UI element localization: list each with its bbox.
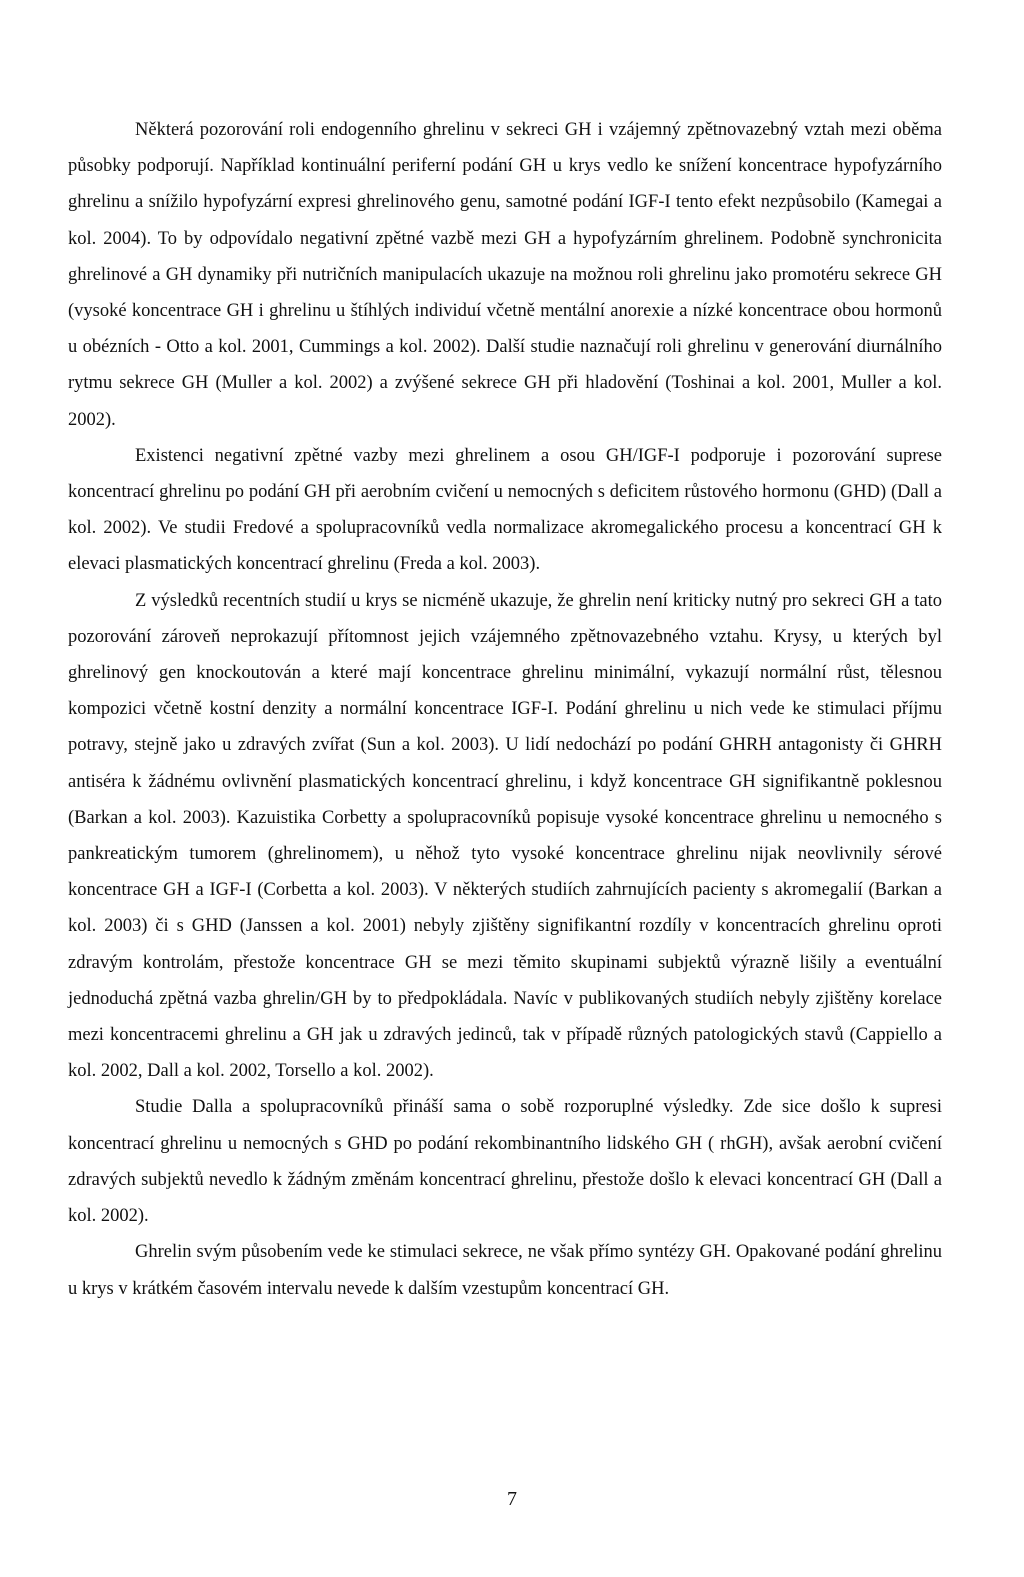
document-body	[68, 112, 942, 1307]
paragraph-3: Z výsledků recentních studií u krys se nicméně ukazuje, že ghrelin není kriticky nutný pro sekreci GH a tato pozorování zároveň neprokazují přítomnost jejich vzájemného zpětnovazebného vztahu. Krysy, u kterých byl ghrelinový gen knockoutován a které mají koncentrace ghrelinu minimální, vykazují normální růst, tělesnou kompozici včetně kostní denzity a normální koncentrace IGF-I. Podání ghrelinu u nich vede ke stimulaci příjmu potravy, stejně jako u zdravých zvířat (Sun a kol. 2003). U lidí nedochází po podání GHRH antagonisty či GHRH antiséra k žádnému ovlivnění plasmatických koncentrací ghrelinu, i když koncentrace GH signifikantně poklesnou (Barkan a kol. 2003). Kazuistika Corbetty a spolupracovníků popisuje vysoké koncentrace ghrelinu u nemocného s pankreatickým tumorem (ghrelinomem), u něhož tyto vysoké koncentrace ghrelinu nijak neovlivnily sérové koncentrace GH a IGF-I (Corbetta a kol. 2003). V některých studiích zahrnujících pacienty s akromegalií (Barkan a kol. 2003) či s GHD (Janssen a kol. 2001) nebyly zjištěny signifikantní rozdíly v koncentracích ghrelinu oproti zdravým kontrolám, přestože koncentrace GH se mezi těmito skupinami subjektů výrazně lišily a eventuální jednoduchá zpětná vazba ghrelin/GH by to předpokládala. Navíc v publikovaných studiích nebyly zjištěny korelace mezi koncentracemi ghrelinu a GH jak u zdravých jedinců, tak v případě různých patologických stavů (Cappiello a kol. 2002, Dall a kol. 2002, Torsello a kol. 2002).	[68, 590, 942, 1082]
paragraph-2: Existenci negativní zpětné vazby mezi ghrelinem a osou GH/IGF-I podporuje i pozorování suprese koncentrací ghrelinu po podání GH při aerobním cvičení u nemocných s deficitem růstového hormonu (GHD) (Dall a kol. 2002). Ve studii Fredové a spolupracovníků vedla normalizace akromegalického procesu a koncentrací GH k elevaci plasmatických koncentrací ghrelinu (Freda a kol. 2003).	[68, 445, 942, 575]
paragraph-5: Ghrelin svým působením vede ke stimulaci sekrece, ne však přímo syntézy GH. Opakované podání ghrelinu u krys v krátkém časovém intervalu nevede k dalším vzestupům koncentrací GH.	[68, 1242, 942, 1299]
page-number: 7	[507, 1488, 517, 1510]
paragraph-4: Studie Dalla a spolupracovníků přináší sama o sobě rozporuplné výsledky. Zde sice došlo k supresi koncentrací ghrelinu u nemocných s GHD po podání rekombinantního lidského GH ( rhGH), avšak aerobní cvičení zdravých subjektů nevedlo k žádným změnám koncentrací ghrelinu, přestože došlo k elevaci koncentrací GH (Dall a kol. 2002).	[68, 1097, 942, 1227]
paragraph-1: Některá pozorování roli endogenního ghrelinu v sekreci GH i vzájemný zpětnovazebný vztah mezi oběma působky podporují. Například kontinuální periferní podání GH u krys vedlo ke snížení koncentrace hypofyzárního ghrelinu a snížilo hypofyzární expresi ghrelinového genu, samotné podání IGF-I tento efekt nezpůsobilo (Kamegai a kol. 2004). To by odpovídalo negativní zpětné vazbě mezi GH a hypofyzárním ghrelinem. Podobně synchronicita ghrelinové a GH dynamiky při nutričních manipulacích ukazuje na možnou roli ghrelinu jako promotéru sekrece GH (vysoké koncentrace GH i ghrelinu u štíhlých individuí včetně mentální anorexie a nízké koncentrace obou hormonů u obézních - Otto a kol. 2001, Cummings a kol. 2002). Další studie naznačují roli ghrelinu v generování diurnálního rytmu sekrece GH (Muller a kol. 2002) a zvýšené sekrece GH při hladovění (Toshinai a kol. 2001, Muller a kol. 2002).	[68, 120, 942, 430]
